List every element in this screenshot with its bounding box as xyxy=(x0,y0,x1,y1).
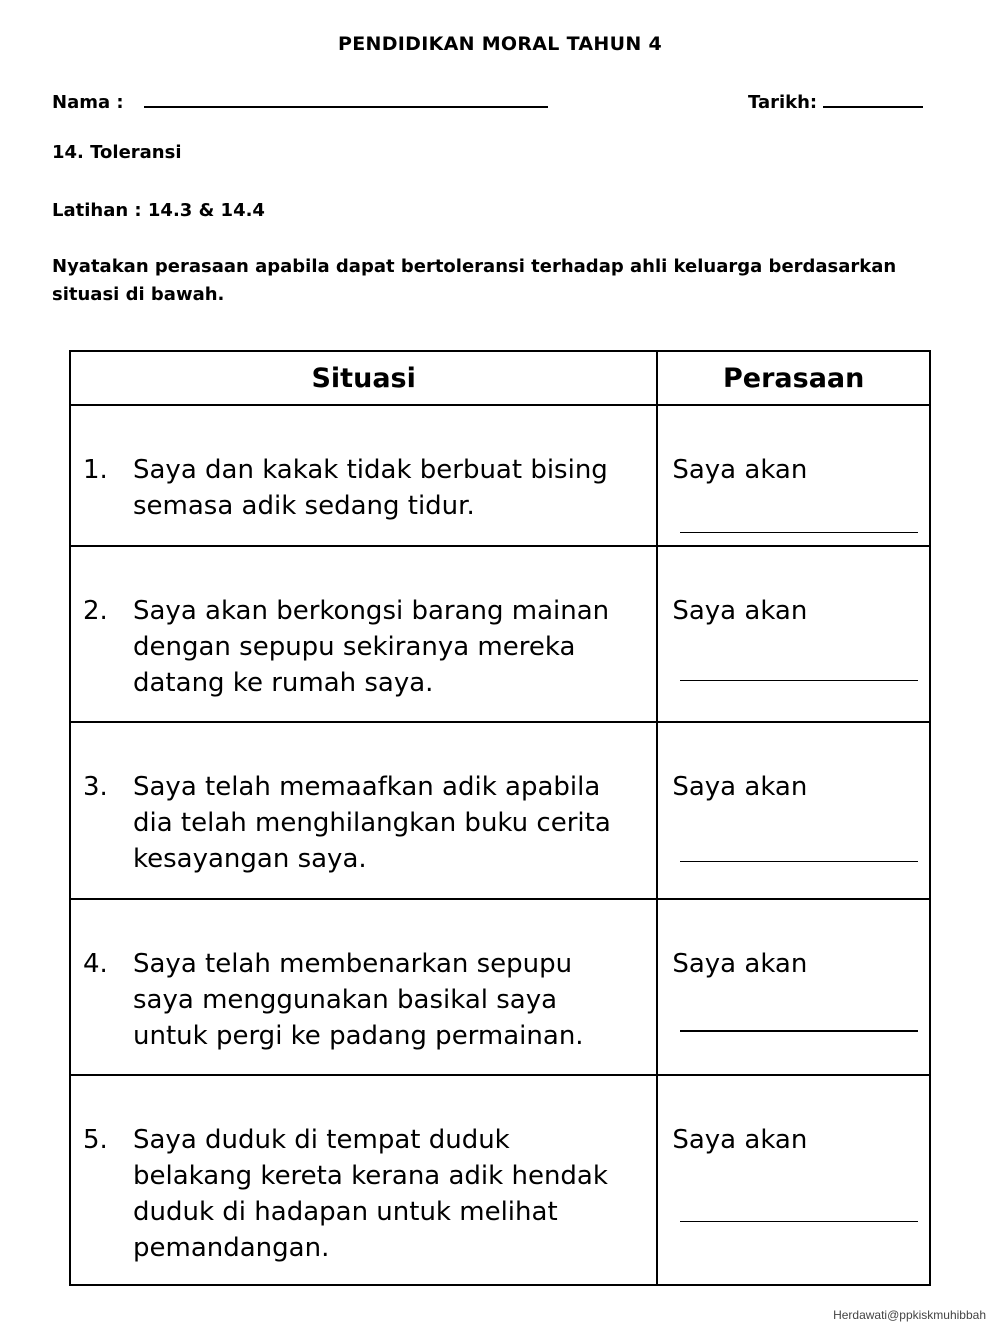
table-row xyxy=(70,899,930,1075)
situation-text: Saya duduk di tempat duduk belakang kereta kerana adik hendak duduk di hadapan untuk melihat pemandangan. xyxy=(133,1125,608,1263)
answer-prompt: Saya akan xyxy=(672,596,808,626)
answer-blank-line[interactable] xyxy=(680,861,918,862)
answer-prompt: Saya akan xyxy=(672,455,808,485)
date-label: Tarikh: xyxy=(748,92,818,113)
answer-cell[interactable] xyxy=(657,899,930,1075)
situation-cell xyxy=(70,546,657,722)
answer-blank-line[interactable] xyxy=(680,1221,918,1222)
name-field[interactable] xyxy=(52,88,548,113)
answer-cell[interactable] xyxy=(657,722,930,899)
situation-cell xyxy=(70,722,657,899)
situation-text: Saya telah memaafkan adik apabila dia telah menghilangkan buku cerita kesayangan saya. xyxy=(133,772,611,874)
table-row xyxy=(70,722,930,899)
table-row xyxy=(70,546,930,722)
date-blank-line[interactable] xyxy=(823,88,923,108)
table-row xyxy=(70,1075,930,1285)
answer-cell[interactable] xyxy=(657,546,930,722)
footer-credit: Herdawati@ppkiskmuhibbah xyxy=(833,1308,986,1322)
page-title: PENDIDIKAN MORAL TAHUN 4 xyxy=(337,33,662,55)
situation-number: 2. xyxy=(83,596,108,626)
situation-text: Saya akan berkongsi barang mainan dengan sepupu sekiranya mereka datang ke rumah saya. xyxy=(133,596,610,698)
header-perasaan: Perasaan xyxy=(657,351,930,405)
situation-cell xyxy=(70,899,657,1075)
name-blank-line[interactable] xyxy=(144,88,548,108)
situation-cell xyxy=(70,405,657,546)
answer-blank-line[interactable] xyxy=(680,532,918,533)
answer-blank-line[interactable] xyxy=(680,680,918,681)
situation-feeling-table xyxy=(69,350,931,1286)
exercise-heading: Latihan : 14.3 & 14.4 xyxy=(52,200,265,221)
answer-cell[interactable] xyxy=(657,405,930,546)
date-field[interactable] xyxy=(748,88,923,113)
answer-cell[interactable] xyxy=(657,1075,930,1285)
table-header-row xyxy=(70,351,930,405)
situation-number: 4. xyxy=(83,949,108,979)
answer-blank-line[interactable] xyxy=(680,1030,918,1032)
situation-text: Saya dan kakak tidak berbuat bising semasa adik sedang tidur. xyxy=(133,455,608,521)
instruction-text: Nyatakan perasaan apabila dapat bertoleransi terhadap ahli keluarga berdasarkan situasi di bawah. xyxy=(52,256,897,305)
answer-prompt: Saya akan xyxy=(672,1125,808,1155)
answer-prompt: Saya akan xyxy=(672,772,808,802)
situation-number: 1. xyxy=(83,455,108,485)
situation-text: Saya telah membenarkan sepupu saya menggunakan basikal saya untuk pergi ke padang permainan. xyxy=(133,949,584,1051)
header-situasi: Situasi xyxy=(70,351,657,405)
topic-heading: 14. Toleransi xyxy=(52,142,182,163)
situation-number: 5. xyxy=(83,1125,108,1155)
name-label: Nama : xyxy=(52,92,124,113)
answer-prompt: Saya akan xyxy=(672,949,808,979)
situation-number: 3. xyxy=(83,772,108,802)
table-row xyxy=(70,405,930,546)
situation-cell xyxy=(70,1075,657,1285)
